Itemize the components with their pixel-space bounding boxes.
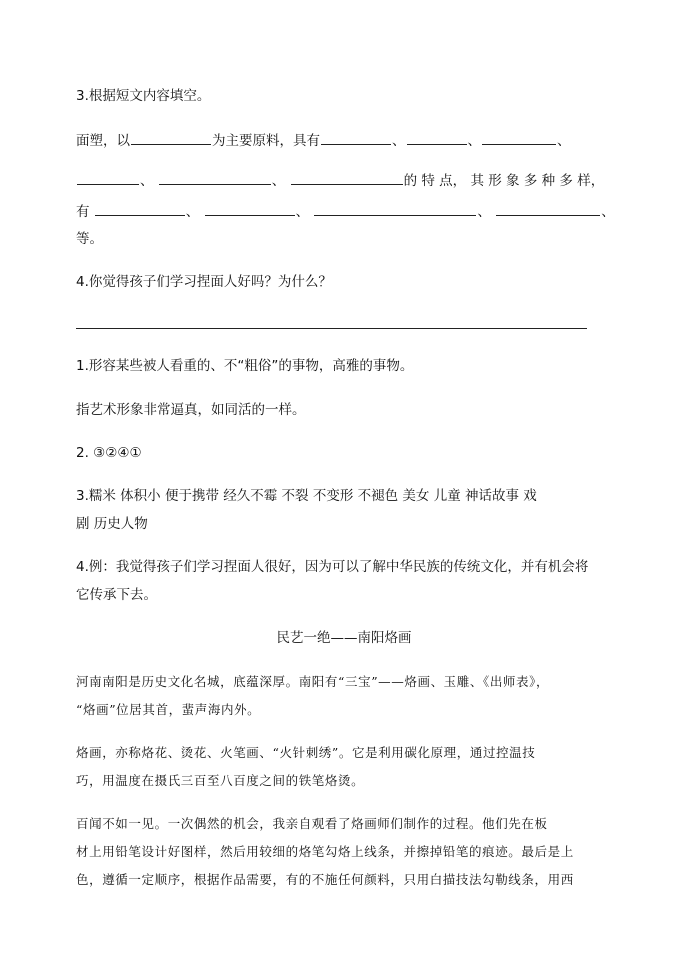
blank-feature-1[interactable] <box>321 130 391 145</box>
answer-3-line-1: 3.糯米 体积小 便于携带 经久不霉 不裂 不变形 不褪色 美女 儿童 神话故事 戏 <box>76 488 537 504</box>
question-3-label: 3.根据短文内容填空。 <box>76 88 211 104</box>
line1-text-b: 为主要原料，具有 <box>212 133 320 149</box>
essay-p3-line-1: 百闻不如一见。一次偶然的机会，我亲自观看了烙画师们制作的过程。他们先在板 <box>76 816 548 831</box>
answer-4-line-2: 它传承下去。 <box>76 587 157 603</box>
sep: 、 <box>271 173 286 189</box>
sep: 、 <box>467 133 481 149</box>
blank-image-4[interactable] <box>496 201 600 216</box>
blank-feature-3[interactable] <box>482 130 556 145</box>
sep: 、 <box>185 204 200 220</box>
answer-line[interactable] <box>76 328 587 329</box>
sep: 、 <box>295 204 310 220</box>
answer-2: 2. ③②④① <box>76 445 142 461</box>
essay-title: 民艺一绝——南阳烙画 <box>276 630 412 646</box>
question-4-label: 4.你觉得孩子们学习捏面人好吗？为什么？ <box>76 274 332 290</box>
essay-p2-line-2: 巧，用温度在摄氏三百至八百度之间的铁笔烙烫。 <box>76 773 365 788</box>
blank-image-3[interactable] <box>314 201 476 216</box>
sep: 、 <box>477 204 491 220</box>
question-3-line-3 <box>76 201 615 222</box>
question-3-line-2 <box>76 170 604 191</box>
sep: 、 <box>140 173 154 189</box>
sep: 、 <box>392 133 406 149</box>
sep: 、 <box>601 204 615 220</box>
blank-feature-2[interactable] <box>407 130 467 145</box>
essay-p3-line-2: 材上用铅笔设计好图样，然后用较细的烙笔勾烙上线条，并擦掉铅笔的痕迹。最后是上 <box>76 844 574 859</box>
essay-p3-line-3: 色，遵循一定顺序，根据作品需要，有的不施任何颜料，只用白描技法勾勒线条，用西 <box>76 872 574 887</box>
essay-p1-line-2: “烙画”位居其首，蜚声海内外。 <box>76 702 261 717</box>
answer-1-line-1: 1.形容某些被人看重的、不“粗俗”的事物，高雅的事物。 <box>76 358 414 374</box>
line1-text-a: 面塑，以 <box>76 133 130 149</box>
blank-main-ingredient[interactable] <box>131 130 211 145</box>
sep: 、 <box>557 133 571 149</box>
blank-image-1[interactable] <box>95 201 185 216</box>
blank-feature-6[interactable] <box>291 170 403 185</box>
blank-feature-5[interactable] <box>159 170 271 185</box>
question-3-line-1 <box>76 130 571 151</box>
blank-image-2[interactable] <box>205 201 295 216</box>
blank-feature-4[interactable] <box>77 170 139 185</box>
answer-1-line-2: 指艺术形象非常逼真，如同活的一样。 <box>76 402 306 418</box>
line3-start: 有 <box>76 204 90 220</box>
essay-p1-line-1: 河南南阳是历史文化名城，底蕴深厚。南阳有“三宝”——烙画、玉雕、《出师表》， <box>76 674 550 689</box>
answer-4-line-1: 4.例：我觉得孩子们学习捏面人很好，因为可以了解中华民族的传统文化，并有机会将 <box>76 559 589 575</box>
essay-p2-line-1: 烙画，亦称烙花、烫花、火笔画、“火针刺绣”。它是利用碳化原理，通过控温技 <box>76 745 536 760</box>
question-3-line-4: 等。 <box>76 231 103 247</box>
line2-tail: 的 特 点， 其 形 象 多 种 多 样， <box>403 173 605 189</box>
answer-3-line-2: 剧 历史人物 <box>76 516 148 532</box>
